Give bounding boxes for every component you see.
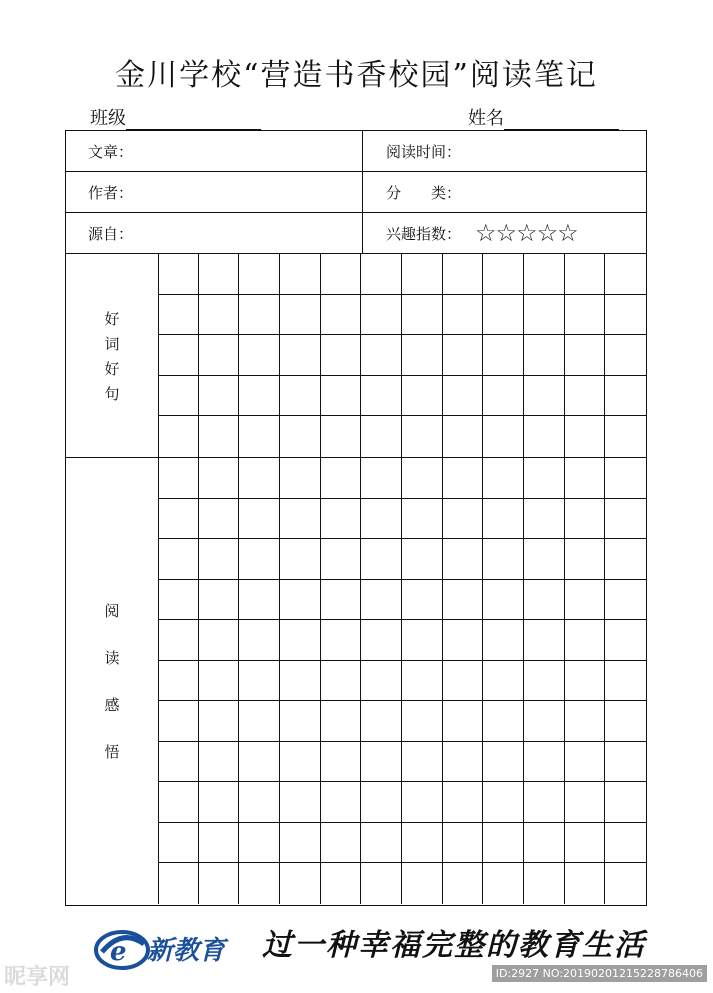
grid-cell[interactable] bbox=[402, 620, 443, 661]
grid-cell[interactable] bbox=[443, 620, 484, 661]
grid-cell[interactable] bbox=[321, 295, 362, 336]
grid-cell[interactable] bbox=[199, 701, 240, 742]
grid-cell[interactable] bbox=[280, 539, 321, 580]
grid-cell[interactable] bbox=[199, 295, 240, 336]
grid-cell[interactable] bbox=[605, 620, 646, 661]
grid-cell[interactable] bbox=[483, 823, 524, 864]
grid-cell[interactable] bbox=[239, 376, 280, 417]
grid-cell[interactable] bbox=[321, 701, 362, 742]
grid-cell[interactable] bbox=[605, 782, 646, 823]
grid-cell[interactable] bbox=[361, 823, 402, 864]
grid-cell[interactable] bbox=[158, 823, 199, 864]
grid-cell[interactable] bbox=[361, 701, 402, 742]
grid-cell[interactable] bbox=[280, 499, 321, 540]
grid-cell[interactable] bbox=[321, 416, 362, 457]
grid-cell[interactable] bbox=[565, 701, 606, 742]
grid-cell[interactable] bbox=[565, 295, 606, 336]
writing-grid-reading-reflection[interactable] bbox=[158, 458, 646, 904]
section-label-good-words bbox=[66, 254, 159, 457]
section-label-char: 词 bbox=[104, 334, 120, 353]
grid-cell[interactable] bbox=[565, 335, 606, 376]
grid-cell[interactable] bbox=[402, 580, 443, 621]
grid-cell[interactable] bbox=[565, 254, 606, 295]
grid-cell[interactable] bbox=[402, 295, 443, 336]
grid-cell[interactable] bbox=[483, 376, 524, 417]
grid-cell[interactable] bbox=[361, 376, 402, 417]
grid-cell[interactable] bbox=[443, 499, 484, 540]
grid-cell[interactable] bbox=[443, 580, 484, 621]
grid-cell[interactable] bbox=[199, 416, 240, 457]
site-watermark: 昵享网 bbox=[4, 965, 71, 990]
grid-cell[interactable] bbox=[402, 782, 443, 823]
grid-cell[interactable] bbox=[321, 254, 362, 295]
grid-cell[interactable] bbox=[239, 580, 280, 621]
grid-cell[interactable] bbox=[483, 742, 524, 783]
grid-cell[interactable] bbox=[483, 254, 524, 295]
article-label: 文章： bbox=[88, 142, 134, 161]
globe-e-icon bbox=[92, 918, 152, 978]
grid-cell[interactable] bbox=[239, 823, 280, 864]
grid-cell[interactable] bbox=[239, 295, 280, 336]
grid-cell[interactable] bbox=[443, 661, 484, 702]
grid-cell[interactable] bbox=[158, 416, 199, 457]
grid-cell[interactable] bbox=[239, 863, 280, 904]
grid-cell[interactable] bbox=[239, 335, 280, 376]
grid-cell[interactable] bbox=[321, 335, 362, 376]
grid-cell[interactable] bbox=[239, 254, 280, 295]
name-label: 姓名 bbox=[468, 108, 504, 129]
grid-cell[interactable] bbox=[565, 782, 606, 823]
interest-label: 兴趣指数： bbox=[386, 224, 462, 243]
info-row-author bbox=[66, 172, 646, 213]
category-label: 分 类： bbox=[386, 183, 462, 202]
section-label-char: 阅 bbox=[104, 602, 120, 620]
grid-cell[interactable] bbox=[565, 823, 606, 864]
source-label: 源自： bbox=[88, 224, 134, 243]
grid-cell[interactable] bbox=[239, 742, 280, 783]
grid-cell[interactable] bbox=[239, 701, 280, 742]
interest-row bbox=[386, 213, 578, 253]
grid-cell[interactable] bbox=[524, 254, 565, 295]
grid-cell[interactable] bbox=[158, 580, 199, 621]
grid-cell[interactable] bbox=[605, 823, 646, 864]
grid-cell[interactable] bbox=[443, 701, 484, 742]
grid-cell[interactable] bbox=[402, 458, 443, 499]
grid-cell[interactable] bbox=[402, 823, 443, 864]
author-label: 作者： bbox=[88, 183, 134, 202]
grid-cell[interactable] bbox=[158, 782, 199, 823]
grid-cell[interactable] bbox=[402, 335, 443, 376]
grid-cell[interactable] bbox=[280, 823, 321, 864]
grid-cell[interactable] bbox=[402, 499, 443, 540]
grid-cell[interactable] bbox=[443, 295, 484, 336]
grid-cell[interactable] bbox=[199, 335, 240, 376]
grid-cell[interactable] bbox=[280, 742, 321, 783]
class-blank-line[interactable] bbox=[126, 111, 261, 130]
grid-cell[interactable] bbox=[158, 335, 199, 376]
page-title: 金川学校“营造书香校园”阅读笔记 bbox=[115, 58, 598, 93]
grid-cell[interactable] bbox=[524, 863, 565, 904]
grid-cell[interactable] bbox=[361, 620, 402, 661]
grid-cell[interactable] bbox=[361, 295, 402, 336]
grid-cell[interactable] bbox=[443, 782, 484, 823]
grid-cell[interactable] bbox=[402, 539, 443, 580]
grid-cell[interactable] bbox=[605, 458, 646, 499]
grid-cell[interactable] bbox=[321, 661, 362, 702]
grid-cell[interactable] bbox=[280, 661, 321, 702]
grid-cell[interactable] bbox=[443, 335, 484, 376]
grid-cell[interactable] bbox=[443, 823, 484, 864]
grid-cell[interactable] bbox=[239, 458, 280, 499]
grid-cell[interactable] bbox=[443, 416, 484, 457]
grid-cell[interactable] bbox=[565, 539, 606, 580]
class-label: 班级 bbox=[90, 108, 126, 129]
grid-cell[interactable] bbox=[524, 620, 565, 661]
grid-cell[interactable] bbox=[605, 661, 646, 702]
grid-cell[interactable] bbox=[321, 458, 362, 499]
grid-cell[interactable] bbox=[280, 254, 321, 295]
grid-cell[interactable] bbox=[605, 863, 646, 904]
grid-cell[interactable] bbox=[483, 863, 524, 904]
section-label-char: 句 bbox=[104, 384, 120, 403]
grid-cell[interactable] bbox=[483, 335, 524, 376]
grid-cell[interactable] bbox=[321, 782, 362, 823]
grid-cell[interactable] bbox=[565, 620, 606, 661]
grid-cell[interactable] bbox=[239, 620, 280, 661]
new-education-logo bbox=[92, 918, 242, 978]
grid-cell[interactable] bbox=[280, 863, 321, 904]
section-label-char: 好 bbox=[104, 309, 120, 328]
grid-cell[interactable] bbox=[199, 580, 240, 621]
grid-cell[interactable] bbox=[158, 742, 199, 783]
footer-slogan: 过一种幸福完整的教育生活 bbox=[262, 928, 646, 963]
grid-cell[interactable] bbox=[239, 499, 280, 540]
grid-cell[interactable] bbox=[199, 620, 240, 661]
grid-cell[interactable] bbox=[158, 661, 199, 702]
grid-cell[interactable] bbox=[239, 782, 280, 823]
grid-cell[interactable] bbox=[443, 863, 484, 904]
grid-cell[interactable] bbox=[361, 254, 402, 295]
grid-cell[interactable] bbox=[280, 295, 321, 336]
grid-cell[interactable] bbox=[605, 499, 646, 540]
grid-cell[interactable] bbox=[239, 539, 280, 580]
grid-cell[interactable] bbox=[280, 782, 321, 823]
grid-cell[interactable] bbox=[605, 742, 646, 783]
grid-cell[interactable] bbox=[199, 376, 240, 417]
image-id-watermark: ID:2927 NO:20190201215228786406 bbox=[492, 965, 707, 982]
grid-cell[interactable] bbox=[199, 742, 240, 783]
grid-cell[interactable] bbox=[565, 376, 606, 417]
grid-cell[interactable] bbox=[199, 863, 240, 904]
grid-cell[interactable] bbox=[605, 539, 646, 580]
grid-cell[interactable] bbox=[321, 376, 362, 417]
grid-cell[interactable] bbox=[605, 580, 646, 621]
grid-cell[interactable] bbox=[361, 863, 402, 904]
grid-cell[interactable] bbox=[280, 580, 321, 621]
grid-cell[interactable] bbox=[361, 742, 402, 783]
grid-cell[interactable] bbox=[443, 254, 484, 295]
grid-cell[interactable] bbox=[158, 254, 199, 295]
grid-cell[interactable] bbox=[158, 620, 199, 661]
grid-cell[interactable] bbox=[239, 661, 280, 702]
grid-cell[interactable] bbox=[524, 376, 565, 417]
grid-cell[interactable] bbox=[321, 580, 362, 621]
grid-cell[interactable] bbox=[280, 335, 321, 376]
grid-cell[interactable] bbox=[280, 458, 321, 499]
grid-cell[interactable] bbox=[239, 416, 280, 457]
grid-cell[interactable] bbox=[443, 539, 484, 580]
section-label-char: 好 bbox=[104, 359, 120, 378]
svg-text:e: e bbox=[110, 937, 127, 967]
grid-cell[interactable] bbox=[199, 823, 240, 864]
grid-cell[interactable] bbox=[483, 458, 524, 499]
grid-cell[interactable] bbox=[199, 539, 240, 580]
grid-cell[interactable] bbox=[280, 701, 321, 742]
grid-cell[interactable] bbox=[483, 499, 524, 540]
grid-cell[interactable] bbox=[361, 416, 402, 457]
grid-cell[interactable] bbox=[443, 376, 484, 417]
grid-cell[interactable] bbox=[605, 416, 646, 457]
class-field[interactable] bbox=[90, 104, 261, 130]
grid-cell[interactable] bbox=[402, 661, 443, 702]
grid-cell[interactable] bbox=[321, 823, 362, 864]
grid-cell[interactable] bbox=[565, 661, 606, 702]
grid-cell[interactable] bbox=[158, 458, 199, 499]
grid-cell[interactable] bbox=[524, 701, 565, 742]
reading-time-label: 阅读时间： bbox=[386, 142, 462, 161]
name-blank-line[interactable] bbox=[504, 111, 619, 130]
section-good-words bbox=[66, 254, 646, 458]
grid-cell[interactable] bbox=[199, 661, 240, 702]
grid-cell[interactable] bbox=[524, 782, 565, 823]
grid-cell[interactable] bbox=[483, 295, 524, 336]
grid-cell[interactable] bbox=[199, 254, 240, 295]
grid-cell[interactable] bbox=[158, 295, 199, 336]
section-label-char: 悟 bbox=[104, 743, 120, 761]
grid-cell[interactable] bbox=[524, 661, 565, 702]
writing-grid-good-words[interactable] bbox=[158, 254, 646, 457]
grid-cell[interactable] bbox=[158, 863, 199, 904]
grid-cell[interactable] bbox=[565, 416, 606, 457]
grid-cell[interactable] bbox=[280, 620, 321, 661]
info-row-article bbox=[66, 131, 646, 172]
grid-cell[interactable] bbox=[565, 863, 606, 904]
grid-cell[interactable] bbox=[524, 823, 565, 864]
grid-cell[interactable] bbox=[361, 782, 402, 823]
grid-cell[interactable] bbox=[361, 580, 402, 621]
logo-text: 新教育 bbox=[147, 936, 226, 966]
grid-cell[interactable] bbox=[524, 458, 565, 499]
grid-cell[interactable] bbox=[321, 742, 362, 783]
grid-cell[interactable] bbox=[361, 661, 402, 702]
grid-cell[interactable] bbox=[605, 295, 646, 336]
grid-cell[interactable] bbox=[402, 742, 443, 783]
grid-cell[interactable] bbox=[158, 499, 199, 540]
grid-cell[interactable] bbox=[565, 742, 606, 783]
grid-cell[interactable] bbox=[321, 499, 362, 540]
grid-cell[interactable] bbox=[565, 499, 606, 540]
grid-cell[interactable] bbox=[483, 539, 524, 580]
grid-cell[interactable] bbox=[361, 539, 402, 580]
grid-cell[interactable] bbox=[483, 782, 524, 823]
grid-cell[interactable] bbox=[483, 620, 524, 661]
grid-cell[interactable] bbox=[402, 376, 443, 417]
name-field[interactable] bbox=[468, 104, 619, 130]
grid-cell[interactable] bbox=[199, 458, 240, 499]
grid-cell[interactable] bbox=[605, 376, 646, 417]
star-rating[interactable]: ☆☆☆☆☆ bbox=[475, 219, 578, 247]
reading-note-sheet bbox=[65, 130, 647, 906]
grid-cell[interactable] bbox=[524, 335, 565, 376]
grid-cell[interactable] bbox=[524, 416, 565, 457]
grid-cell[interactable] bbox=[483, 580, 524, 621]
grid-cell[interactable] bbox=[443, 742, 484, 783]
grid-cell[interactable] bbox=[605, 254, 646, 295]
grid-cell[interactable] bbox=[402, 254, 443, 295]
grid-cell[interactable] bbox=[361, 458, 402, 499]
info-row-source bbox=[66, 213, 646, 254]
grid-cell[interactable] bbox=[524, 295, 565, 336]
grid-cell[interactable] bbox=[280, 416, 321, 457]
grid-cell[interactable] bbox=[199, 499, 240, 540]
grid-cell[interactable] bbox=[321, 620, 362, 661]
grid-cell[interactable] bbox=[524, 742, 565, 783]
grid-cell[interactable] bbox=[483, 416, 524, 457]
grid-cell[interactable] bbox=[402, 416, 443, 457]
grid-cell[interactable] bbox=[524, 499, 565, 540]
section-label-char: 读 bbox=[104, 649, 120, 667]
section-reading-reflection bbox=[66, 458, 646, 904]
grid-cell[interactable] bbox=[402, 701, 443, 742]
grid-cell[interactable] bbox=[443, 458, 484, 499]
grid-cell[interactable] bbox=[158, 701, 199, 742]
grid-cell[interactable] bbox=[158, 376, 199, 417]
grid-cell[interactable] bbox=[524, 580, 565, 621]
section-label-reading-reflection bbox=[66, 458, 159, 904]
grid-cell[interactable] bbox=[199, 782, 240, 823]
grid-cell[interactable] bbox=[565, 458, 606, 499]
grid-cell[interactable] bbox=[605, 701, 646, 742]
grid-cell[interactable] bbox=[280, 376, 321, 417]
grid-cell[interactable] bbox=[321, 539, 362, 580]
grid-cell[interactable] bbox=[524, 539, 565, 580]
grid-cell[interactable] bbox=[402, 863, 443, 904]
grid-cell[interactable] bbox=[361, 335, 402, 376]
grid-cell[interactable] bbox=[605, 335, 646, 376]
grid-cell[interactable] bbox=[565, 580, 606, 621]
section-label-char: 感 bbox=[104, 696, 120, 714]
grid-cell[interactable] bbox=[483, 661, 524, 702]
grid-cell[interactable] bbox=[361, 499, 402, 540]
grid-cell[interactable] bbox=[483, 701, 524, 742]
grid-cell[interactable] bbox=[321, 863, 362, 904]
grid-cell[interactable] bbox=[158, 539, 199, 580]
